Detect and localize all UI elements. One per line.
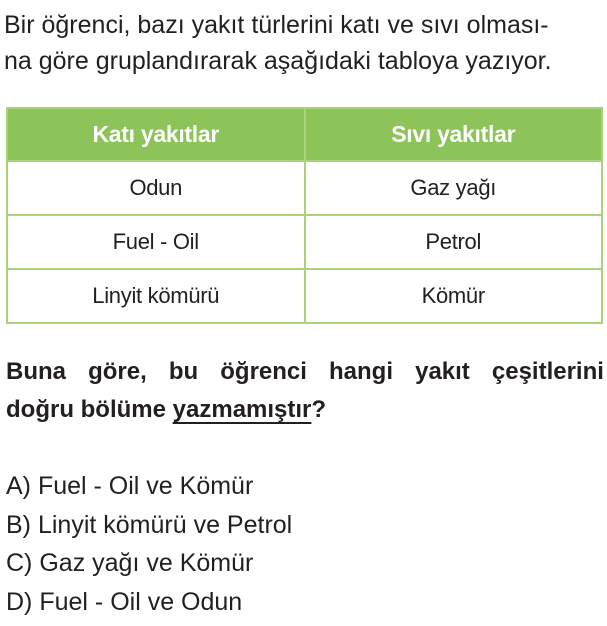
- question-mark: ?: [311, 396, 327, 423]
- option-a[interactable]: [6, 467, 292, 506]
- table-cell: Fuel - Oil: [7, 215, 305, 269]
- table-cell: Petrol: [305, 215, 603, 269]
- intro-line-1: Bir öğrenci, bazı yakıt türlerini katı ve sıvı olması-: [4, 11, 549, 39]
- table-row: [7, 215, 602, 269]
- option-text: Fuel - Oil ve Odun: [39, 587, 243, 616]
- fuel-table: [6, 107, 603, 324]
- question-line-2-prefix: doğru bölüme: [6, 396, 173, 423]
- header-liquid-fuels: Sıvı yakıtlar: [305, 108, 603, 161]
- option-text: Linyit kömürü ve Petrol: [37, 510, 293, 539]
- table-row: [7, 161, 602, 215]
- question-word: çeşitlerini: [491, 358, 604, 385]
- table-cell: Gaz yağı: [305, 161, 603, 215]
- option-letter: A): [6, 472, 31, 500]
- question-word: hangi: [329, 358, 394, 385]
- option-text: Fuel - Oil ve Kömür: [37, 472, 254, 500]
- table-header-row: [7, 108, 602, 161]
- question-word: yakıt: [415, 358, 470, 385]
- question-word: göre,: [88, 358, 147, 385]
- option-letter: C): [6, 549, 33, 577]
- question-intro: [4, 7, 604, 79]
- answer-options: [6, 467, 292, 621]
- question-emphasis: yazmamıştır: [172, 396, 312, 423]
- question-line-2: [6, 391, 604, 429]
- question-text: [6, 353, 604, 429]
- table-row: [7, 269, 602, 323]
- option-b[interactable]: [6, 506, 292, 545]
- intro-line-2: na göre gruplandırarak aşağıdaki tabloya yazıyor.: [4, 47, 552, 75]
- option-letter: D): [6, 587, 33, 616]
- question-word: öğrenci: [220, 358, 307, 385]
- option-text: Gaz yağı ve Kömür: [39, 549, 254, 577]
- option-d[interactable]: [6, 583, 292, 622]
- table-cell: Linyit kömürü: [7, 269, 305, 323]
- header-solid-fuels: Katı yakıtlar: [7, 108, 305, 161]
- option-letter: B): [6, 510, 31, 539]
- question-word: bu: [168, 358, 199, 385]
- table-cell: Kömür: [305, 269, 603, 323]
- question-word: Buna: [6, 358, 66, 385]
- option-c[interactable]: [6, 544, 292, 583]
- table-cell: Odun: [7, 161, 305, 215]
- question-line-1: [6, 353, 604, 391]
